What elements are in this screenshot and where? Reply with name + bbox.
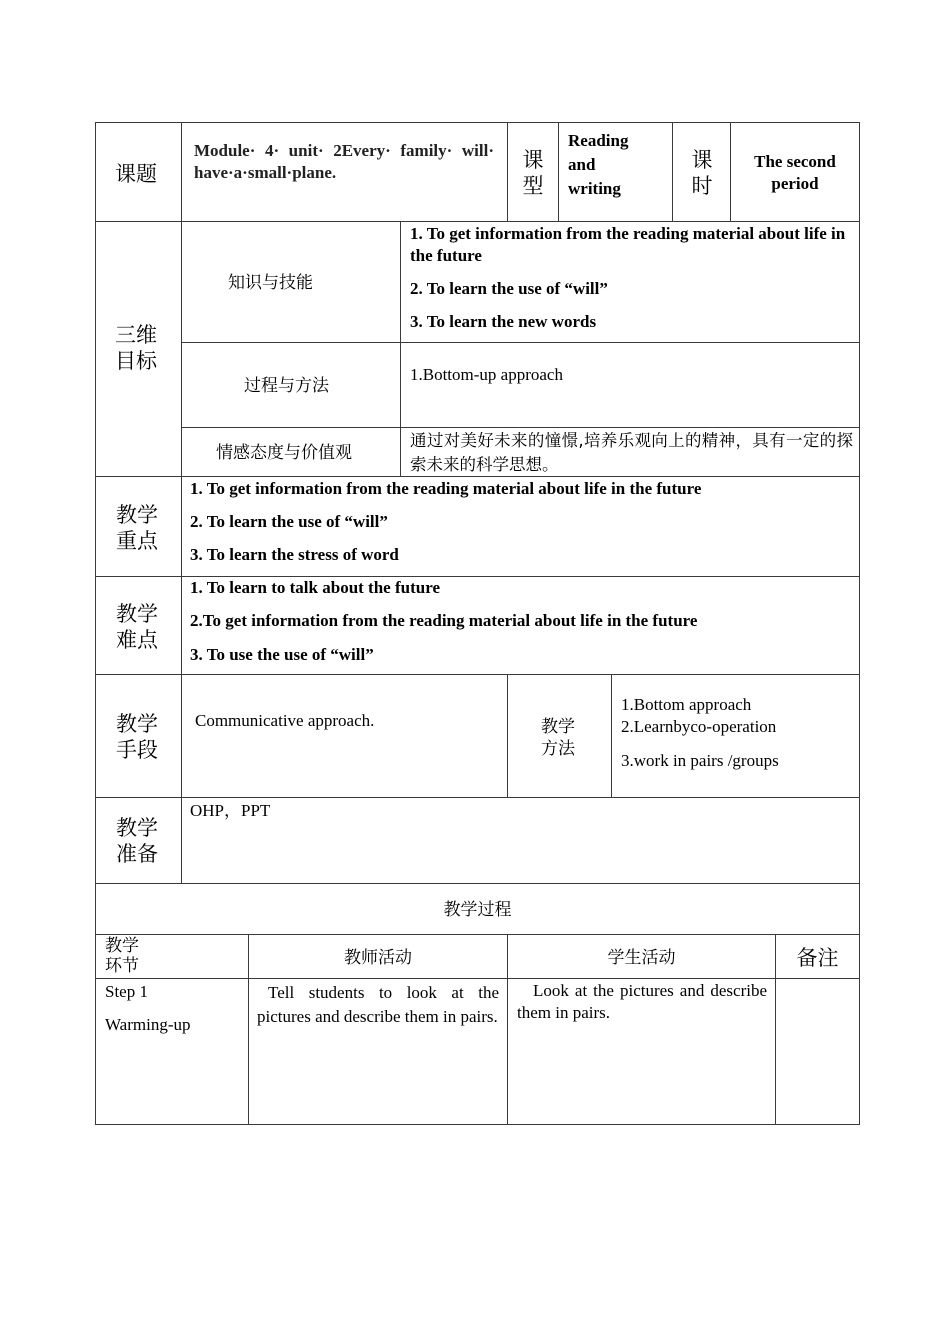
difficulties-label-cell [95,576,182,675]
keypoint-item-2: 2. To learn the use of “will” [190,512,388,531]
method-item-2: 2.Learnbyco-operation [621,717,777,736]
preparation-value-cell [181,797,860,884]
stage-header: 教学环节 [105,936,139,976]
teacher-header: 教师活动 [344,948,412,968]
difficulties-label: 教学难点 [116,602,158,652]
methods-items-cell [611,674,860,798]
topic-value-cell [181,122,508,222]
process-label: 过程与方法 [244,376,329,396]
period-label-cell [672,122,731,222]
step-stage: Warming-up [105,1015,191,1034]
process-row-student-cell [507,978,776,1125]
period-value: The second period [754,152,836,193]
teacher-activity: Tell students to look at the pictures and describe them in pairs. [257,983,499,1026]
preparation-label-cell [95,797,182,884]
methods-label: 教学方法 [541,717,575,759]
period-value-cell [730,122,860,222]
emotion-label-cell [181,427,401,477]
notes-header: 备注 [796,946,839,970]
emotion-value-cell [400,427,860,477]
student-activity: Look at the pictures and describe them in pairs. [517,981,767,1022]
knowledge-label: 知识与技能 [228,273,313,293]
type-label: 课型 [522,148,544,198]
difficulties-items-cell [181,576,860,675]
process-title: 教学过程 [443,900,512,920]
emotion-label: 情感态度与价值观 [216,443,352,463]
keypoints-items-cell [181,476,860,577]
process-value: 1.Bottom-up approach [410,365,563,384]
keypoints-label-cell [95,476,182,577]
preparation-label: 教学准备 [116,816,158,866]
stage-header-cell [95,934,249,979]
student-header: 学生活动 [607,948,676,968]
topic-label: 课题 [115,162,157,186]
knowledge-item-3: 3. To learn the new words [410,312,597,331]
process-value-cell [400,342,860,428]
means-label-cell [95,674,182,798]
keypoints-label: 教学重点 [116,503,158,553]
topic-value: Module· 4· unit· 2Every· family· will· have·a·small·plane. [194,141,494,182]
keypoint-item-3: 3. To learn the stress of word [190,545,399,564]
difficulty-item-1: 1. To learn to talk about the future [190,578,440,597]
objectives-label: 三维目标 [115,323,157,373]
type-value: Reading and writing [568,131,629,198]
difficulty-item-3: 3. To use the use of “will” [190,645,374,664]
difficulty-item-2: 2.To get information from the reading material about life in the future [190,611,698,630]
period-label: 课时 [691,148,713,198]
process-row-teacher-cell [248,978,508,1125]
process-row-notes-cell [775,978,860,1125]
notes-header-cell [775,934,860,979]
knowledge-items-cell [400,221,860,343]
preparation-value: OHP，PPT [190,801,271,820]
method-item-3: 3.work in pairs /groups [621,751,779,770]
process-label-cell [181,342,401,428]
process-title-cell [95,883,860,935]
method-item-1: 1.Bottom approach [621,695,752,714]
means-label: 教学手段 [116,712,158,762]
emotion-value: 通过对美好未来的憧憬,培养乐观向上的精神，具有一定的探索未来的科学思想。 [410,431,853,474]
process-row-stage-cell [95,978,249,1125]
type-value-cell [558,122,673,222]
topic-label-cell [95,122,182,222]
knowledge-label-cell [181,221,401,343]
means-value-cell [181,674,508,798]
methods-label-cell [507,674,612,798]
means-value: Communicative approach. [195,711,375,730]
student-header-cell [507,934,776,979]
type-label-cell [507,122,559,222]
knowledge-item-1: 1. To get information from the reading material about life in the future [410,224,846,265]
knowledge-item-2: 2. To learn the use of “will” [410,279,608,298]
step-number: Step 1 [105,982,148,1001]
objectives-label-cell [95,221,182,477]
teacher-header-cell [248,934,508,979]
keypoint-item-1: 1. To get information from the reading material about life in the future [190,479,702,498]
